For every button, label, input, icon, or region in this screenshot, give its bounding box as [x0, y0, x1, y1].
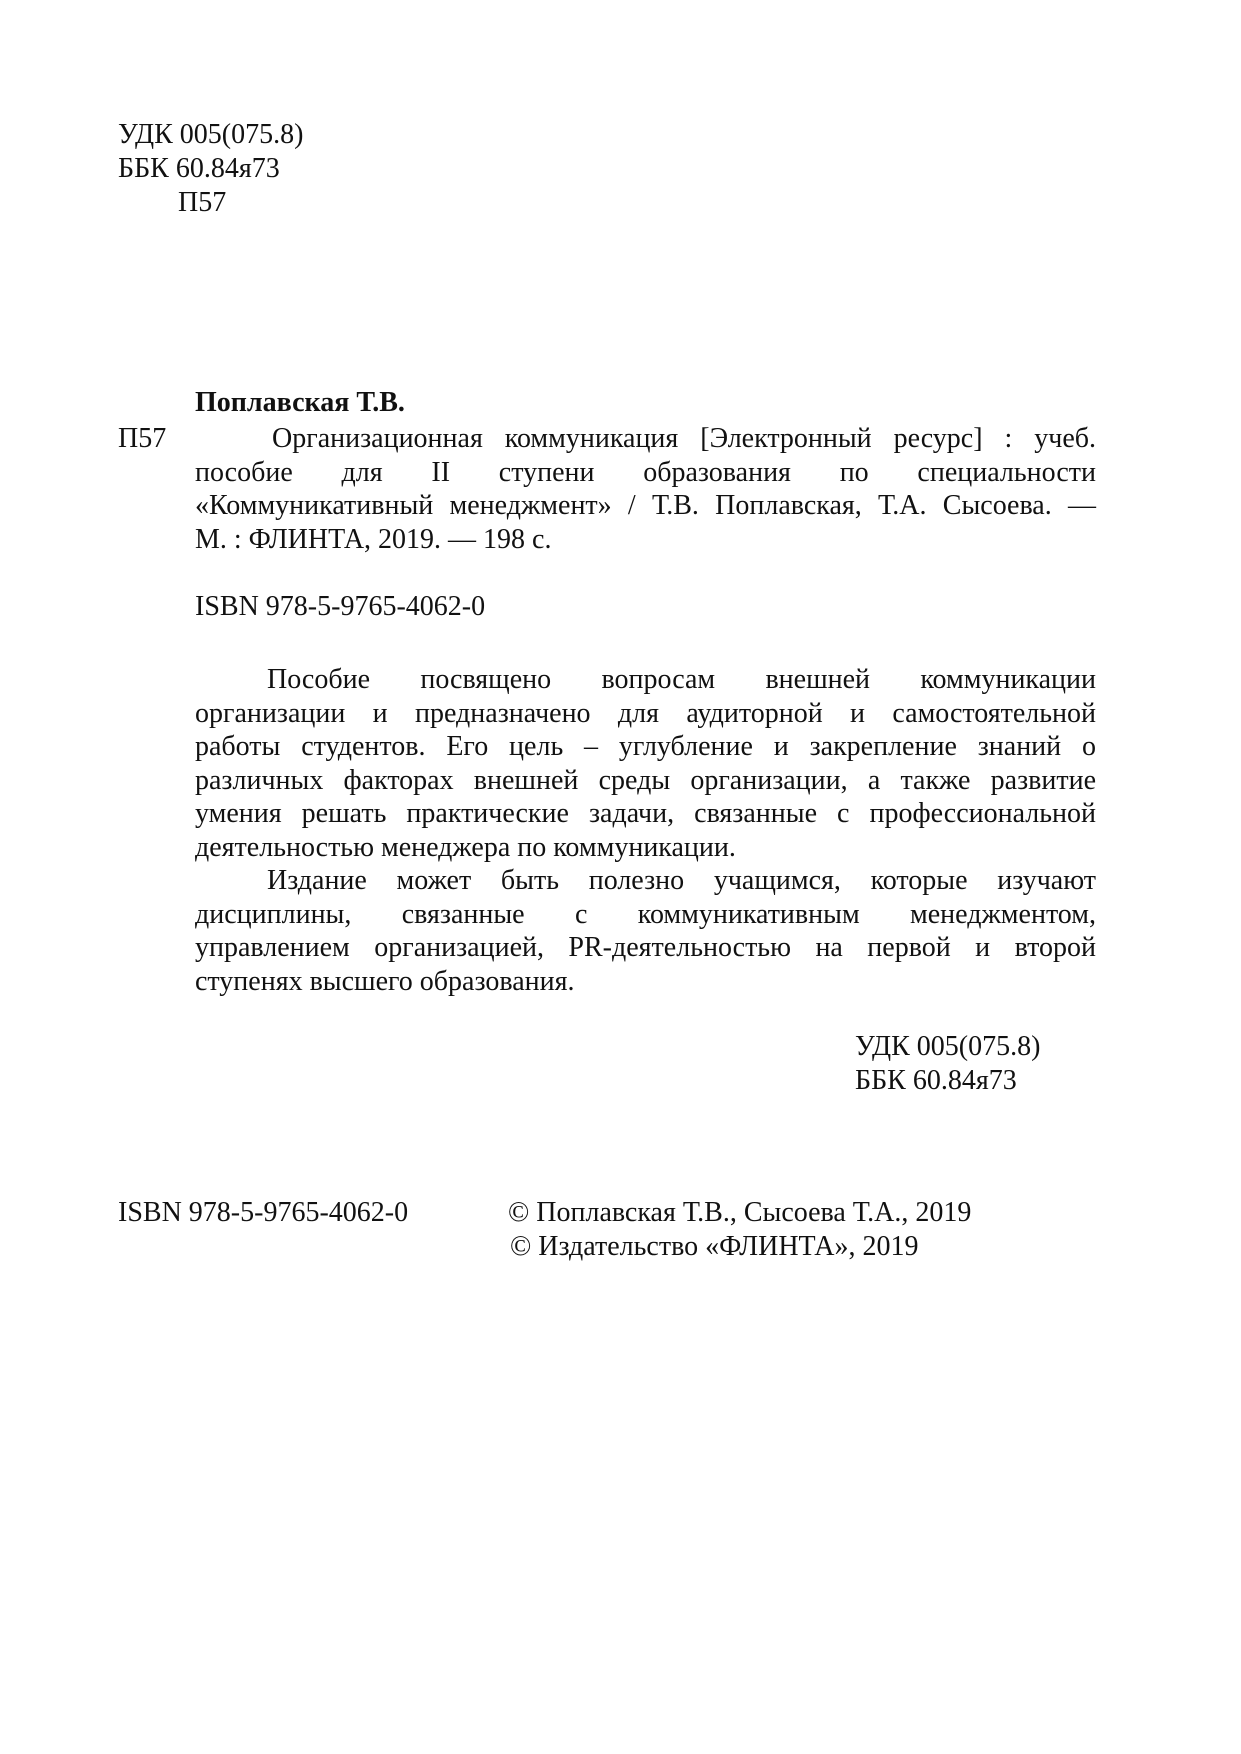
- abstract-line: различных факторах внешней среды организации, а также развитие: [195, 764, 1096, 796]
- description-line: пособие для II ступени образования по специальности: [195, 456, 1096, 488]
- abstract-line: Издание может быть полезно учащимся, которые изучают: [267, 865, 1096, 896]
- author-mark-top: П57: [178, 187, 227, 218]
- abstract-line: организации и предназначено для аудиторной и самостоятельной: [195, 697, 1096, 729]
- copyright-authors: © Поплавская Т.В., Сысоева Т.А., 2019: [508, 1197, 972, 1228]
- abstract: [195, 663, 1096, 998]
- udk-code-bottom: УДК 005(075.8): [855, 1031, 1041, 1062]
- udk-code-top: УДК 005(075.8): [118, 119, 304, 150]
- copyright-publisher: © Издательство «ФЛИНТА», 2019: [510, 1231, 919, 1262]
- abstract-line: умения решать практические задачи, связанные с профессиональной: [195, 798, 1096, 829]
- entry-author-mark: П57: [118, 423, 167, 454]
- footer-isbn: ISBN 978-5-9765-4062-0: [118, 1197, 409, 1228]
- abstract-line: деятельностью менеджера по коммуникации.: [195, 831, 736, 863]
- bibliographic-description: [195, 422, 1096, 556]
- author-heading: Поплавская Т.В.: [195, 387, 405, 418]
- abstract-line: дисциплины, связанные с коммуникативным менеджментом,: [195, 898, 1096, 930]
- description-line: «Коммуникативный менеджмент» / Т.В. Поплавская, Т.А. Сысоева. —: [195, 490, 1096, 521]
- description-line: М. : ФЛИНТА, 2019. — 198 с.: [195, 523, 552, 555]
- abstract-line: Пособие посвящено вопросам внешней коммуникации: [267, 664, 1096, 695]
- description-line: Организационная коммуникация [Электронный ресурс] : учеб.: [272, 423, 1096, 454]
- abstract-line: ступенях высшего образования.: [195, 965, 575, 997]
- entry-isbn: ISBN 978-5-9765-4062-0: [195, 591, 486, 622]
- bbk-code-top: ББК 60.84я73: [118, 153, 280, 184]
- abstract-line: работы студентов. Его цель – углубление и закрепление знаний о: [195, 731, 1096, 762]
- abstract-line: управлением организацией, PR-деятельностью на первой и второй: [195, 932, 1096, 963]
- bbk-code-bottom: ББК 60.84я73: [855, 1065, 1017, 1096]
